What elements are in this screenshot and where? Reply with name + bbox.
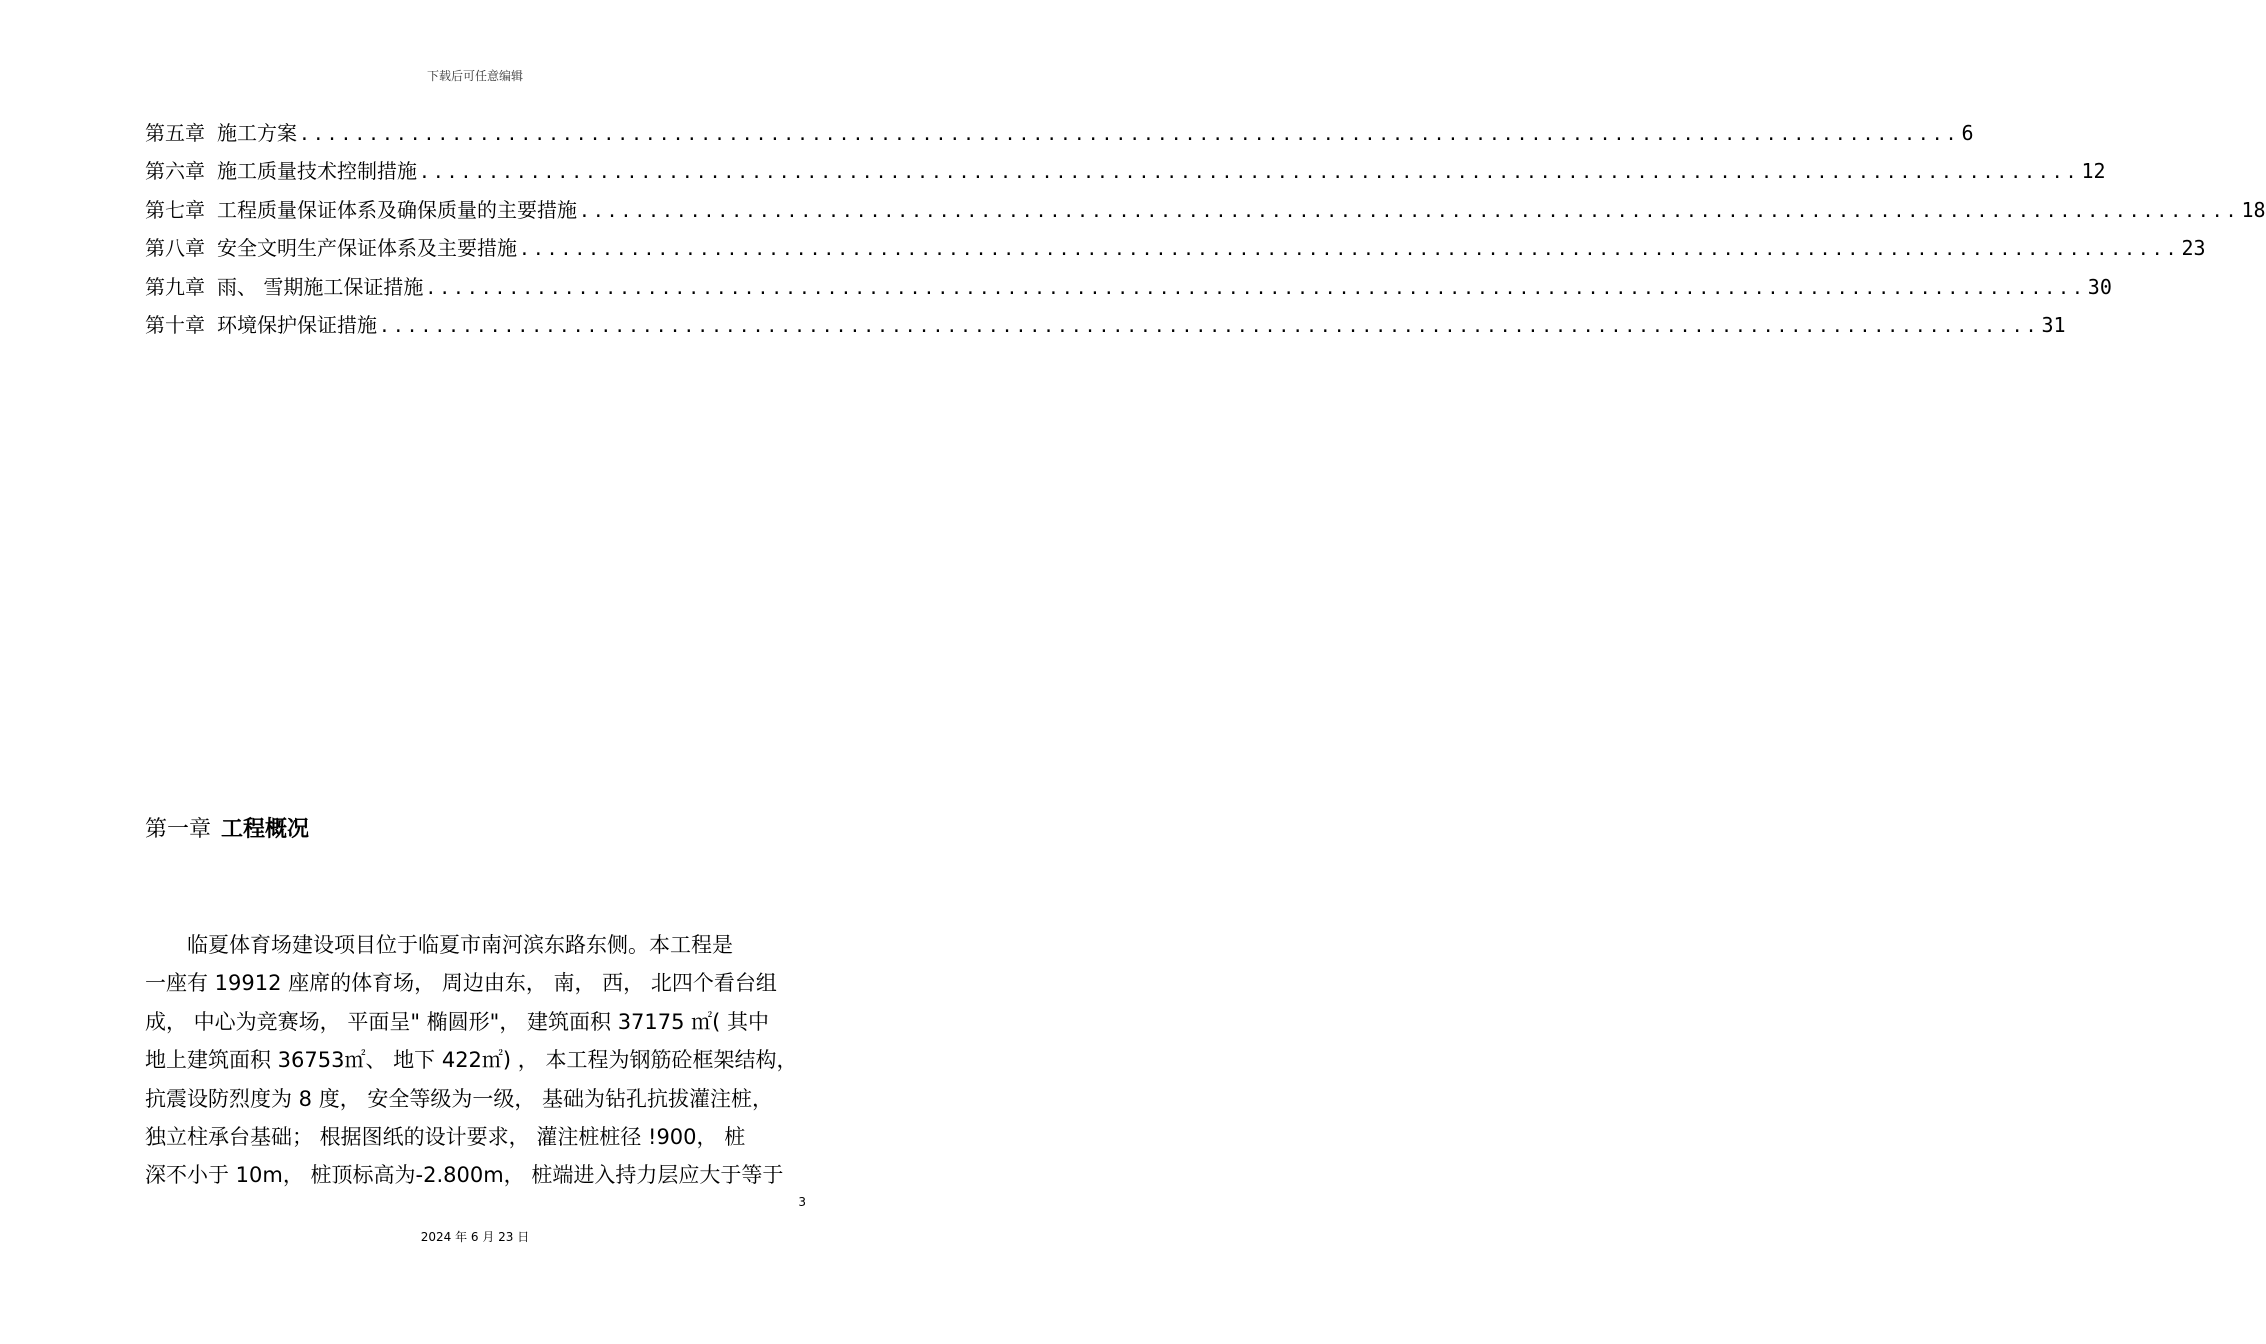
toc-chapter-number: 第九章 [145,274,205,299]
body-line: 成， 中心为竞赛场， 平面呈" 椭圆形"， 建筑面积 37175 ㎡( 其中 [145,1009,770,1034]
body-line: 独立柱承台基础； 根据图纸的设计要求， 灌注桩桩径 !900， 桩 [145,1124,746,1149]
toc-leader-dots: ........................................................................................................................ [579,200,2240,222]
footer-date: 2024 年 6 月 23 日 [420,1230,530,1244]
toc-entry[interactable] [145,156,2106,194]
toc-leader-dots: ........................................................................................................................ [425,277,2086,299]
body-line: 深不小于 10m， 桩顶标高为-2.800m， 桩端进入持力层应大于等于 [145,1163,784,1188]
chapter-title: 工程概况 [221,817,310,842]
toc-page-number: 6 [1961,121,1974,145]
chapter-heading [145,815,309,845]
toc-chapter-title: 工程质量保证体系及确保质量的主要措施 [217,197,577,222]
body-line: 抗震设防烈度为 8 度， 安全等级为一级， 基础为钻孔抗拔灌注桩， [145,1086,774,1111]
toc-chapter-number: 第十章 [145,312,205,337]
body-line: 地上建筑面积 36753㎡、 地下 422㎡) ， 本工程为钢筋砼框架结构， [145,1048,798,1073]
toc-page-number: 18 [2241,197,2266,222]
toc-entry[interactable] [145,233,2206,271]
toc-chapter-number: 第五章 [145,121,205,145]
toc-chapter-title: 环境保护保证措施 [217,312,377,337]
toc-page-number: 23 [2181,236,2206,261]
toc-page-number: 12 [2081,159,2106,184]
body-line: 临夏体育场建设项目位于临夏市南河滨东路东侧。本工程是 [145,933,733,957]
body-paragraph [145,926,807,1195]
page-header: 下载后可任意编辑 [426,69,523,83]
toc-chapter-title: 安全文明生产保证体系及主要措施 [217,236,517,261]
toc-leader-dots: ........................................................................................................................ [519,239,2180,261]
toc-chapter-title: 雨、 雪期施工保证措施 [217,274,424,299]
toc-leader-dots: ........................................................................................................................ [379,315,2040,337]
toc-chapter-number: 第八章 [145,236,205,261]
toc-leader-dots: ........................................................................................................................ [299,124,1960,145]
toc-entry[interactable] [145,272,2112,310]
toc-chapter-number: 第六章 [145,159,205,184]
toc-chapter-title: 施工方案 [217,121,297,145]
toc-leader-dots: ........................................................................................................................ [419,162,2080,184]
toc-entry[interactable] [145,118,1974,156]
toc-chapter-title: 施工质量技术控制措施 [217,159,417,184]
table-of-contents [145,118,2266,348]
body-line: 一座有 19912 座席的体育场， 周边由东， 南， 西， 北四个看台组 [145,971,777,996]
toc-entry[interactable] [145,195,2266,233]
toc-entry[interactable] [145,310,2066,348]
toc-page-number: 30 [2087,274,2112,299]
page-number: 3 [798,1195,806,1209]
chapter-number: 第一章 [145,817,212,842]
toc-page-number: 31 [2041,312,2066,337]
toc-chapter-number: 第七章 [145,197,205,222]
